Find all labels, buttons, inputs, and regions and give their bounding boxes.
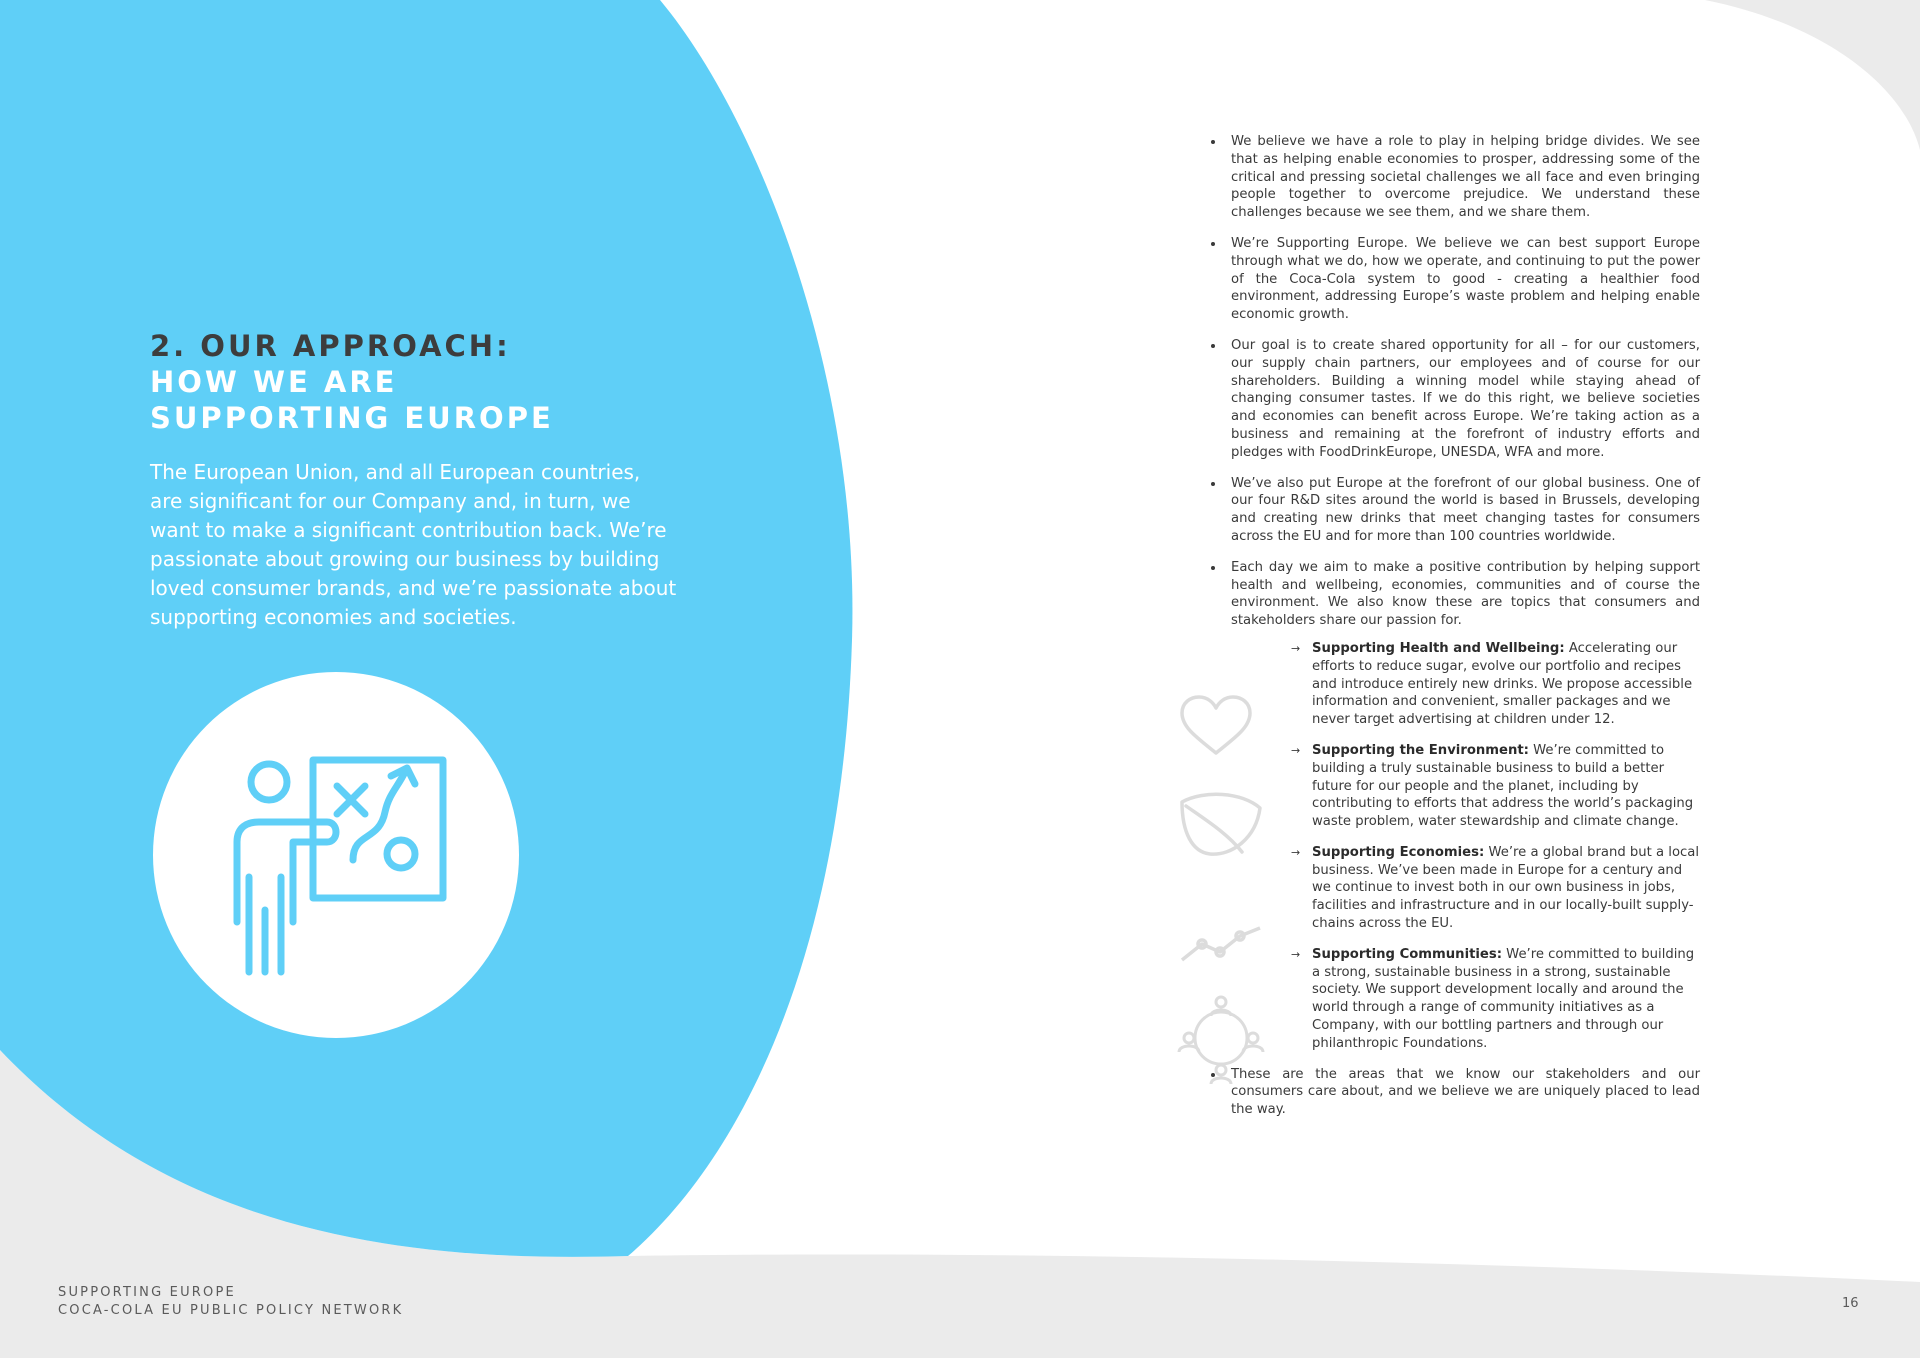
arrow-right-icon: → [1291, 743, 1301, 757]
section-heading [150, 328, 770, 436]
illustration-circle [153, 672, 519, 1038]
intro-line: supporting economies and societies. [150, 605, 517, 629]
intro-line: want to make a significant contribution back. We’re [150, 518, 667, 542]
sub-item-title: Supporting Economies: [1312, 844, 1485, 860]
bullet-list [1210, 133, 1700, 1119]
sub-item-economies [1291, 844, 1700, 933]
bullet-item-closing: These are the areas that we know our stakeholders and our consumers care about, and we believe we are uniquely placed to lead the way. [1210, 1066, 1700, 1119]
intro-paragraph [150, 458, 720, 632]
heading-line-2: HOW WE ARE [150, 365, 398, 399]
footer-subtitle: COCA-COLA EU PUBLIC POLICY NETWORK [58, 1303, 404, 1318]
sub-item-text: We’re committed to building a truly sustainable business to build a better future for our people and the planet, including by contributing to efforts that address the world’s packaging waste problem, water stewardship and climate change. [1312, 742, 1694, 830]
bullet-text: Each day we aim to make a positive contribution by helping support health and wellbeing, economies, communities and of course the environment. We also know these are topics that consumers and stakeholders share our passion for. [1231, 559, 1700, 629]
community-people-icon [1176, 990, 1266, 1090]
sub-item-environment [1291, 742, 1700, 831]
sub-item-title: Supporting the Environment: [1312, 742, 1529, 758]
arrow-right-icon: → [1291, 845, 1301, 859]
content-column [1210, 133, 1700, 1132]
intro-line: loved consumer brands, and we’re passionate about [150, 576, 677, 600]
sub-item-title: Supporting Health and Wellbeing: [1312, 640, 1565, 656]
sub-item-communities [1291, 946, 1700, 1053]
sub-item-title: Supporting Communities: [1312, 946, 1502, 962]
heart-icon [1176, 693, 1256, 759]
heading-line-3: SUPPORTING EUROPE [150, 401, 554, 435]
heading-line-1: 2. OUR APPROACH: [150, 329, 511, 363]
bullet-item: We believe we have a role to play in helping bridge divides. We see that as helping enable economies to prosper, addressing some of the critical and pressing societal challenges we all face and even bringing people together to overcome prejudice. We understand these challenges because we see them, and we share them. [1210, 133, 1700, 222]
footer [58, 1284, 403, 1320]
arrow-right-icon: → [1291, 947, 1301, 961]
sub-item-health [1291, 640, 1700, 729]
arrow-right-icon: → [1291, 641, 1301, 655]
sub-item-list [1231, 640, 1700, 1053]
intro-line: passionate about growing our business by building [150, 547, 660, 571]
sub-item-text: Accelerating our efforts to reduce sugar, evolve our portfolio and recipes and introduce entirely new drinks. We propose accessible information and convenient, smaller packages and we never target advertising at children under 12. [1312, 640, 1693, 728]
page-number: 16 [1842, 1296, 1859, 1311]
presenter-strategy-board-icon [153, 672, 519, 1038]
footer-title: SUPPORTING EUROPE [58, 1285, 236, 1300]
sub-item-text: We’re committed to building a strong, sustainable business in a strong, sustainable society. We support development locally and around the world through a range of community initiatives as a Company, with our bottling partners and through our philanthropic Foundations. [1312, 946, 1695, 1051]
growth-line-icon [1176, 922, 1266, 968]
top-right-gray-shape [1705, 0, 1920, 150]
intro-line: The European Union, and all European countries, [150, 460, 641, 484]
bullet-item: We’re Supporting Europe. We believe we can best support Europe through what we do, how we operate, and continuing to put the power of the Coca-Cola system to good - creating a healthier food environment, addressing Europe’s waste problem and helping enable economic growth. [1210, 235, 1700, 324]
bullet-item: Our goal is to create shared opportunity for all – for our customers, our supply chain partners, our employees and of course for our shareholders. Building a winning model while staying ahead of changing consumer tastes. If we do this right, we believe societies and economies can benefit across Europe. We’re taking action as a business and remaining at the forefront of industry efforts and pledges with FoodDrinkEurope, UNESDA, WFA and more. [1210, 337, 1700, 462]
bullet-item-with-subitems [1210, 559, 1700, 1053]
sub-item-text: We’re a global brand but a local business. We’ve been made in Europe for a century and we continue to invest both in our own business in jobs, facilities and infrastructure and in our locally-built supply-chains across the EU. [1312, 844, 1700, 932]
leaf-icon [1176, 790, 1266, 862]
bullet-item: We’ve also put Europe at the forefront of our global business. One of our four R&D sites around the world is based in Brussels, developing and creating new drinks that meet changing tastes for consumers across the EU and for more than 100 countries worldwide. [1210, 475, 1700, 546]
intro-line: are significant for our Company and, in turn, we [150, 489, 631, 513]
